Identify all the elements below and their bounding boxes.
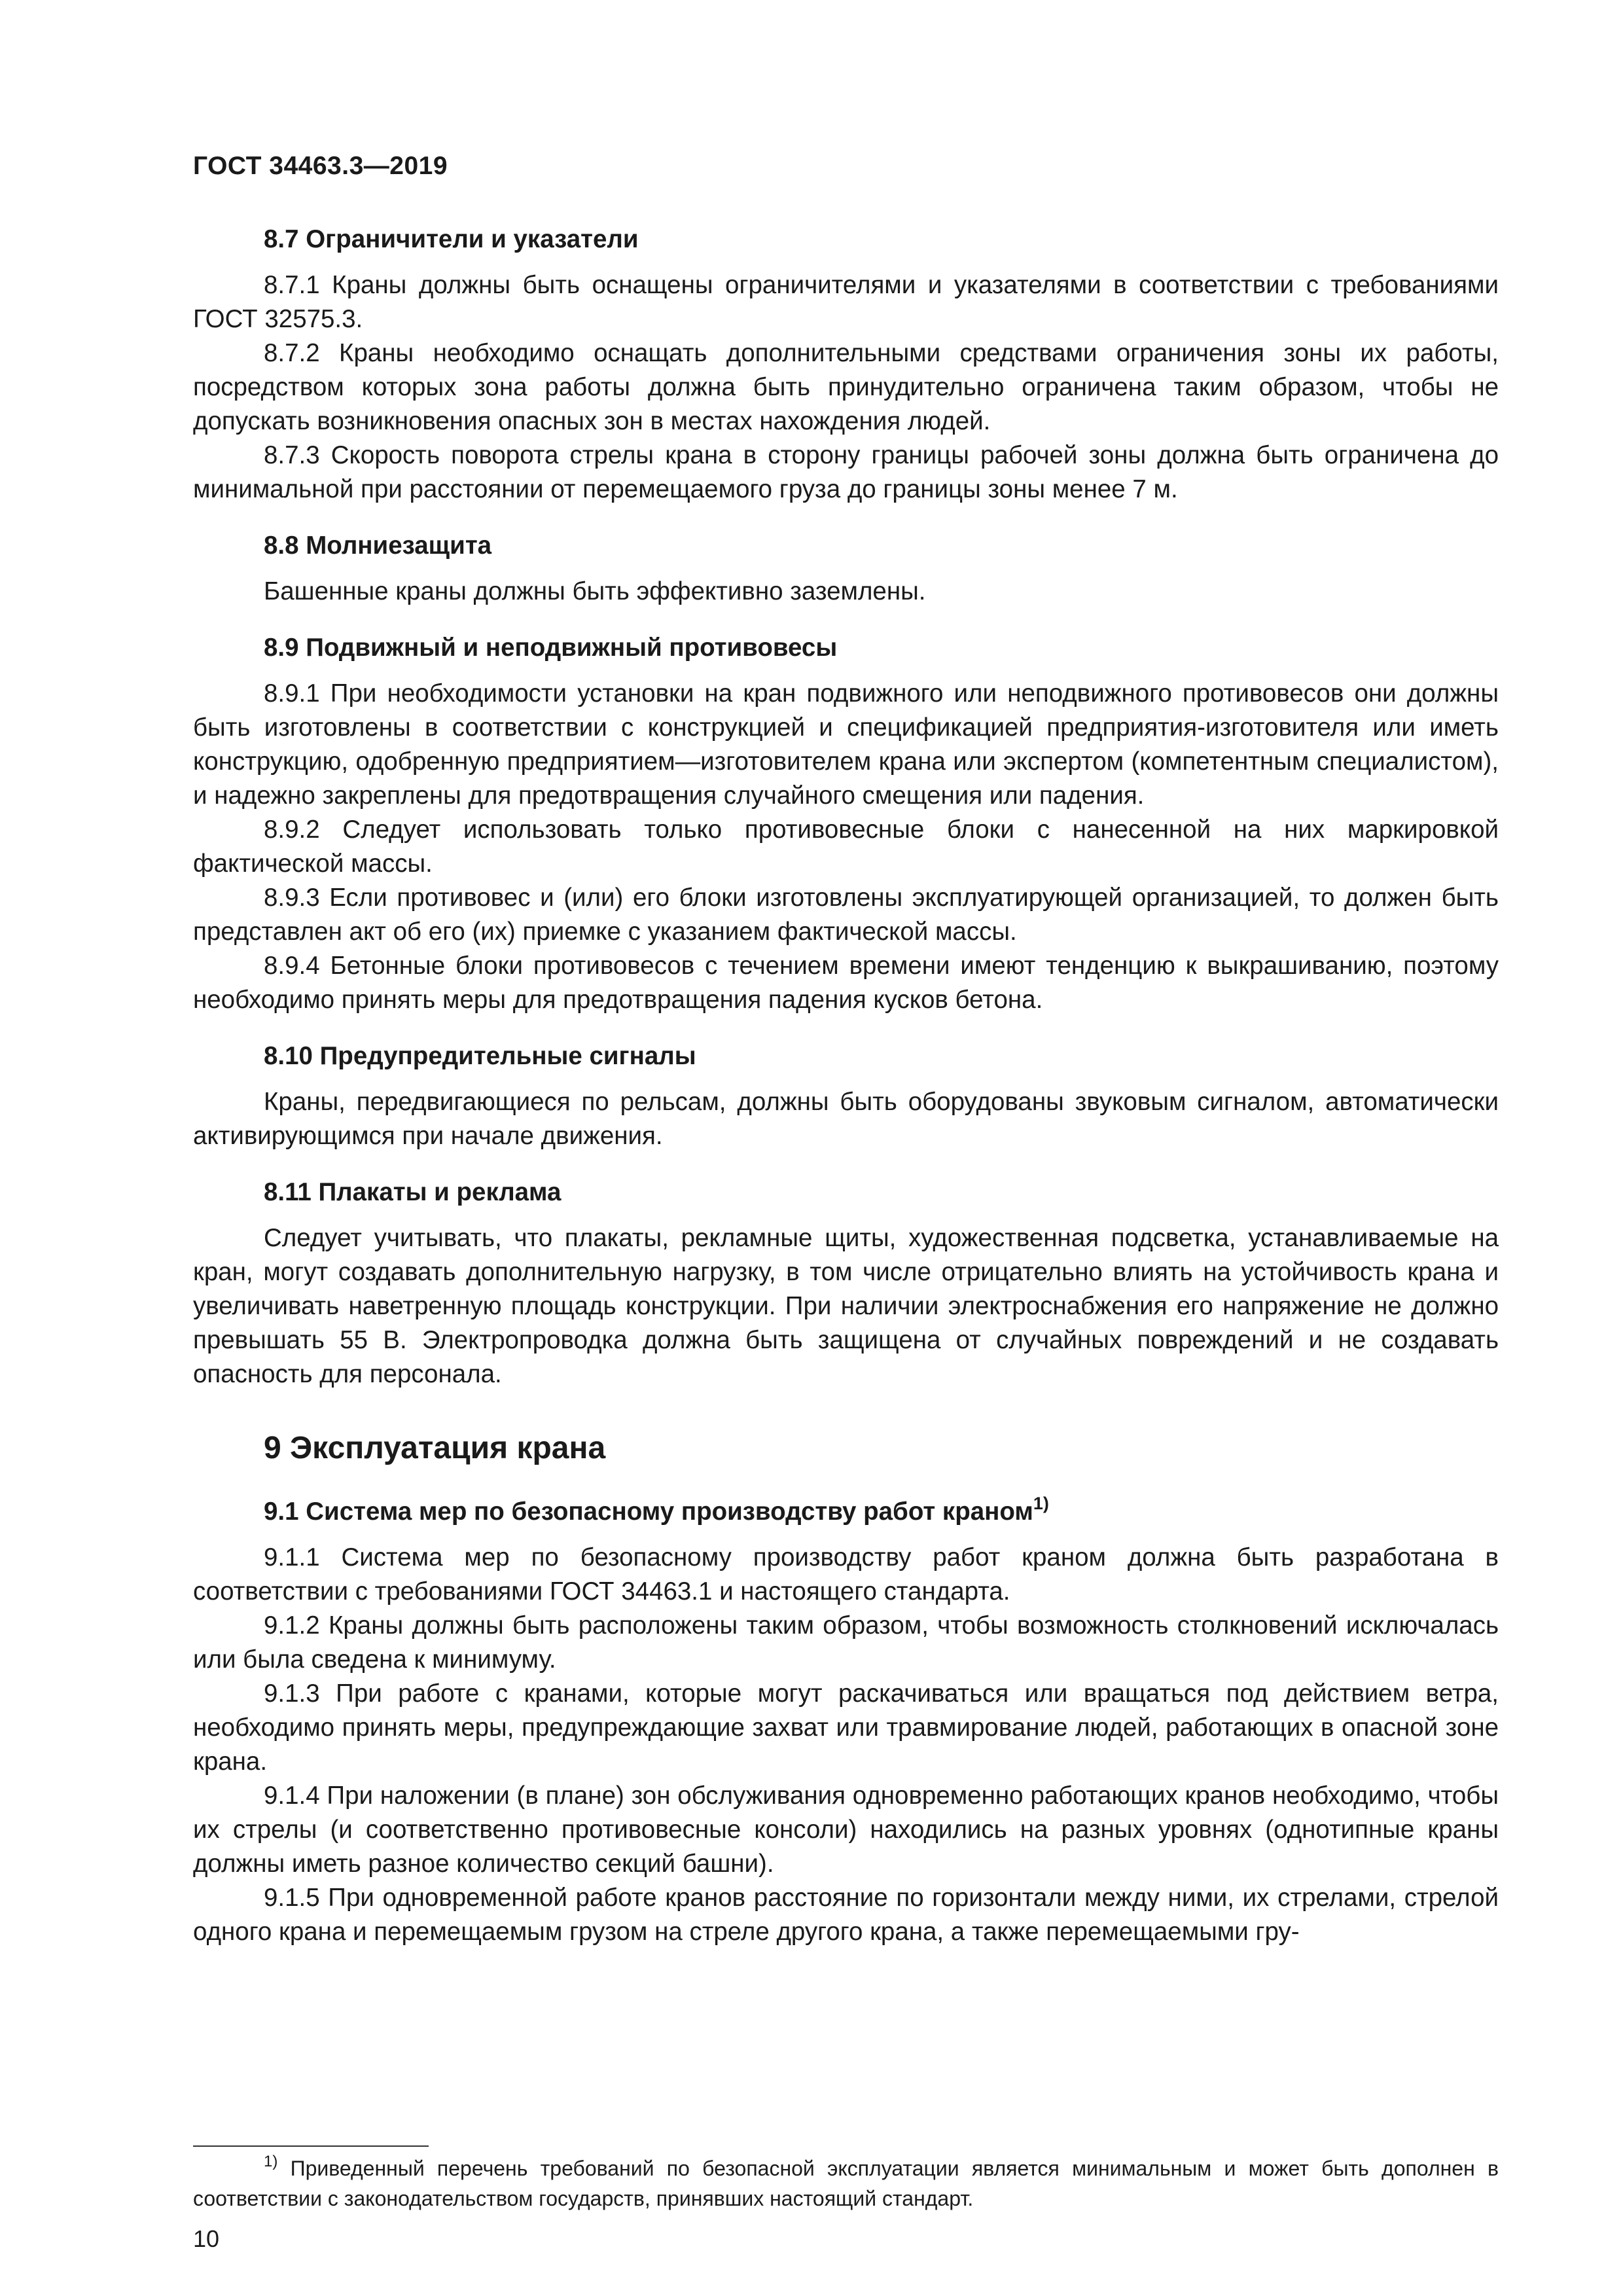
section-heading-9-1-text: 9.1 Система мер по безопасному производству работ краном bbox=[264, 1498, 1033, 1526]
paragraph-8-9-1: 8.9.1 При необходимости установки на кран подвижного или неподвижного противовесов они должны быть изготовлены в соответствии с конструкцией и спецификацией предприятия-изготовителя или иметь конструкцию, одобренную предприятием—изготовителем крана или экспертом (компетентным специалистом), и надежно закреплены для предотвращения случайного смещения или падения. bbox=[193, 679, 1499, 810]
paragraph-8-9-3: 8.9.3 Если противовес и (или) его блоки изготовлены эксплуатирующей организацией, то должен быть представлен акт об его (их) приемке с указанием фактической массы. bbox=[193, 884, 1499, 946]
section-heading-8-9: 8.9 Подвижный и неподвижный противовесы bbox=[264, 634, 838, 662]
paragraph-9-1-1: 9.1.1 Система мер по безопасному производству работ краном должна быть разработана в соответствии с требованиями ГОСТ 34463.1 и настоящего стандарта. bbox=[193, 1543, 1499, 1605]
footnote-divider bbox=[193, 2145, 429, 2147]
document-code: ГОСТ 34463.3—2019 bbox=[193, 152, 448, 180]
paragraph-8-10: Краны, передвигающиеся по рельсам, должны быть оборудованы звуковым сигналом, автоматически активирующимся при начале движения. bbox=[193, 1088, 1499, 1150]
paragraph-9-1-5: 9.1.5 При одновременной работе кранов расстояние по горизонтали между ними, их стрелами, стрелой одного крана и перемещаемым грузом на стреле другого крана, а также перемещаемыми гру- bbox=[193, 1884, 1499, 1946]
section-heading-9-1 bbox=[264, 1495, 1499, 1529]
paragraph-8-7-1: 8.7.1 Краны должны быть оснащены ограничителями и указателями в соответствии с требованиями ГОСТ 32575.3. bbox=[193, 271, 1499, 333]
footnote bbox=[193, 2153, 1499, 2214]
paragraph-8-9-4: 8.9.4 Бетонные блоки противовесов с течением времени имеют тенденцию к выкрашиванию, поэтому необходимо принять меры для предотвращения падения кусков бетона. bbox=[193, 952, 1499, 1014]
section-heading-8-11: 8.11 Плакаты и реклама bbox=[264, 1178, 562, 1206]
document-body bbox=[193, 223, 1499, 1949]
paragraph-8-11: Следует учитывать, что плакаты, рекламные щиты, художественная подсветка, устанавливаемые на кран, могут создавать дополнительную нагрузку, в том числе отрицательно влиять на устойчивость крана и увеличивать наветренную площадь конструкции. При наличии электроснабжения его напряжение не должно превышать 55 В. Электропроводка должна быть защищена от случайных повреждений и не создавать опасность для персонала. bbox=[193, 1224, 1499, 1388]
paragraph-9-1-2: 9.1.2 Краны должны быть расположены таким образом, чтобы возможность столкновений исключалась или была сведена к минимуму. bbox=[193, 1611, 1499, 1674]
footnote-marker: 1) bbox=[264, 2153, 278, 2171]
paragraph-9-1-3: 9.1.3 При работе с кранами, которые могут раскачиваться или вращаться под действием ветра, необходимо принять меры, предупреждающие захват или травмирование людей, работающих в опасной зоне крана. bbox=[193, 1679, 1499, 1776]
chapter-heading-9: 9 Эксплуатация крана bbox=[264, 1431, 606, 1465]
section-heading-8-10: 8.10 Предупредительные сигналы bbox=[264, 1042, 696, 1070]
paragraph-8-8: Башенные краны должны быть эффективно заземлены. bbox=[264, 577, 926, 605]
footnote-reference: 1) bbox=[1033, 1494, 1049, 1514]
paragraph-9-1-4: 9.1.4 При наложении (в плане) зон обслуживания одновременно работающих кранов необходимо, чтобы их стрелы (и соответственно противовесные консоли) находились на разных уровнях (однотипные краны должны иметь разное количество секций башни). bbox=[193, 1782, 1499, 1878]
section-heading-8-8: 8.8 Молниезащита bbox=[264, 531, 492, 560]
page-number: 10 bbox=[193, 2225, 220, 2252]
footnote-text: Приведенный перечень требований по безопасной эксплуатации является минимальным и может быть дополнен в соответствии с законодательством государств, принявших настоящий стандарт. bbox=[193, 2157, 1499, 2210]
paragraph-8-7-3: 8.7.3 Скорость поворота стрелы крана в сторону границы рабочей зоны должна быть ограничена до минимальной при расстоянии от перемещаемого груза до границы зоны менее 7 м. bbox=[193, 441, 1499, 503]
paragraph-8-7-2: 8.7.2 Краны необходимо оснащать дополнительными средствами ограничения зоны их работы, посредством которых зона работы должна быть принудительно ограничена таким образом, чтобы не допускать возникновения опасных зон в местах нахождения людей. bbox=[193, 339, 1499, 435]
paragraph-8-9-2: 8.9.2 Следует использовать только противовесные блоки с нанесенной на них маркировкой фактической массы. bbox=[193, 816, 1499, 878]
section-heading-8-7: 8.7 Ограничители и указатели bbox=[264, 225, 639, 253]
